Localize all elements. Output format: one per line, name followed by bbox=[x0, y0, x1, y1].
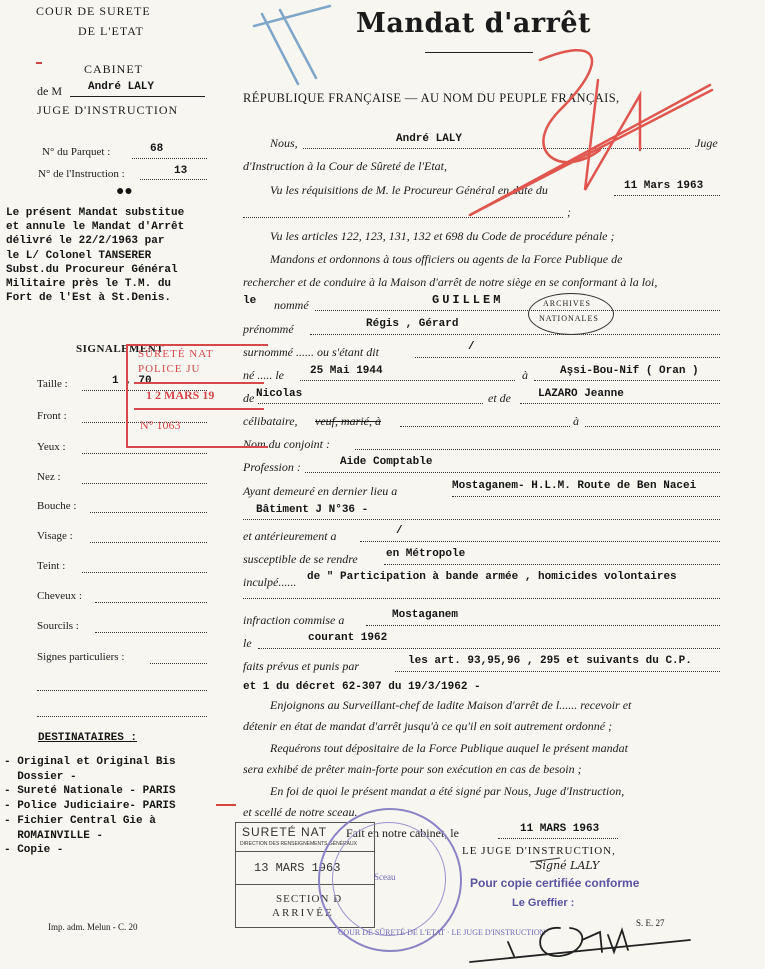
field-teint-label: Teint : bbox=[37, 560, 66, 572]
fait-label: Fait en notre cabinet, le bbox=[346, 826, 459, 840]
seal-center: Sceau bbox=[374, 872, 396, 882]
document-title: Mandat d'arrêt bbox=[356, 8, 591, 39]
imprint: Imp. adm. Melun - C. 20 bbox=[48, 922, 138, 932]
note-line: Fort de l'Est à St.Denis. bbox=[6, 292, 172, 305]
destinataire-item: - Copie - bbox=[4, 844, 64, 857]
le-value: courant 1962 bbox=[308, 632, 388, 644]
articles-text: Vu les articles 122, 123, 131, 132 et 698 du Code de procédure pénale ; bbox=[270, 229, 615, 243]
nous-label: Nous, bbox=[270, 136, 298, 150]
ne-a: à bbox=[522, 368, 528, 382]
signature-scribble bbox=[470, 928, 690, 962]
ne-date: 25 Mai 1944 bbox=[310, 365, 383, 377]
nomme-label: nommé bbox=[274, 298, 309, 312]
fait-date: 11 MARS 1963 bbox=[520, 823, 600, 835]
anterieurement-label: et antérieurement a bbox=[243, 529, 337, 543]
conjoint-label: Nom du conjoint : bbox=[243, 437, 330, 451]
mere-value: LAZARO Jeanne bbox=[538, 388, 624, 400]
note-line: délivré le 22/2/1963 par bbox=[6, 235, 165, 248]
requisitions-end: ; bbox=[567, 205, 571, 219]
requisitions-date: 11 Mars 1963 bbox=[624, 180, 704, 192]
mandons-line1: Mandons et ordonnons à tous officiers ou agents de la Force Publique de bbox=[270, 252, 623, 266]
surete-stamp-sub: DIRECTION DES RENSEIGNEMENTS GÉNÉRAUX bbox=[240, 841, 357, 847]
de-m-label: de M bbox=[37, 84, 62, 98]
red-stamp-date: 1 2 MARS 19 bbox=[146, 388, 215, 402]
red-stamp-line1: SÛRETÉ NAT bbox=[138, 348, 214, 360]
ne-label: né ..... le bbox=[243, 368, 284, 382]
blue-pencil-mark bbox=[254, 6, 330, 84]
juge-instruction-left: JUGE D'INSTRUCTION bbox=[37, 103, 179, 117]
field-nez-label: Nez : bbox=[37, 471, 61, 483]
ne-lieu: Aşsi-Bou-Nif ( Oran ) bbox=[560, 365, 699, 377]
foi-line1: En foi de quoi le présent mandat a été signé par Nous, Juge d'Instruction, bbox=[270, 784, 625, 798]
copie-certifiee-line1: Pour copie certifiée conforme bbox=[470, 876, 640, 890]
surnomme-value: / bbox=[468, 341, 475, 353]
copie-certifiee-line2: Le Greffier : bbox=[512, 897, 575, 909]
requisitions-text: Vu les réquisitions de M. le Procureur Général en date du bbox=[270, 183, 548, 197]
field-front-label: Front : bbox=[37, 410, 67, 422]
demeure-line2: Bâtiment J N°36 - bbox=[256, 504, 369, 516]
field-taille-label: Taille : bbox=[37, 378, 68, 390]
note-line: Subst.du Procureur Général bbox=[6, 263, 178, 276]
court-line2: DE L'ETAT bbox=[78, 24, 144, 38]
form-code: S. E. 27 bbox=[636, 918, 665, 928]
prenomme-label: prénommé bbox=[243, 322, 294, 336]
destinataire-item: - Fichier Central Gie à bbox=[4, 814, 156, 827]
red-stamp-line2: POLICE JU bbox=[138, 363, 201, 375]
field-taille-value: 1 , 70 bbox=[112, 375, 152, 387]
anterieurement-value: / bbox=[396, 525, 403, 537]
signalement-heading: SIGNALEMENT bbox=[76, 343, 165, 355]
destinataire-item: Dossier - bbox=[4, 770, 77, 783]
court-line1: COUR DE SURETE bbox=[36, 4, 151, 18]
republique-heading: RÉPUBLIQUE FRANÇAISE — AU NOM DU PEUPLE FRANÇAIS, bbox=[243, 91, 620, 105]
archives-line2: NATIONALES bbox=[539, 314, 599, 323]
note-line: Militaire près le T.M. du bbox=[6, 278, 172, 291]
judge-name-left: André LALY bbox=[88, 81, 155, 93]
field-visage-label: Visage : bbox=[37, 530, 73, 542]
mandons-line2: rechercher et de conduire à la Maison d'arrêt de notre siège en se conformant à la loi, bbox=[243, 275, 658, 289]
le-label: le bbox=[243, 636, 252, 650]
destinataire-item: ROMAINVILLE - bbox=[4, 829, 104, 842]
destinataire-item: - Sureté Nationale - PARIS bbox=[4, 785, 176, 798]
de-label: de bbox=[243, 391, 255, 405]
celibataire-a: à bbox=[573, 414, 579, 428]
cabinet-label: CABINET bbox=[84, 62, 143, 76]
note-line: Le présent Mandat substitue bbox=[6, 207, 185, 219]
destinataires-heading: DESTINATAIRES : bbox=[38, 732, 138, 744]
faits-value-1: les art. 93,95,96 , 295 et suivants du C.P. bbox=[408, 655, 692, 667]
faits-label: faits prévus et punis par bbox=[243, 659, 359, 673]
destinataire-item: - Original et Original Bis bbox=[4, 756, 176, 768]
surete-stamp-top: SURETÉ NAT bbox=[242, 825, 328, 839]
section-line1: SECTION D bbox=[276, 893, 343, 905]
red-stamp-number: N° 1063 bbox=[140, 418, 181, 432]
inculpe-label: inculpé...... bbox=[243, 575, 297, 589]
red-dot-mark bbox=[36, 62, 42, 64]
nous-value: André LALY bbox=[396, 133, 463, 145]
surete-stamp-date: 13 MARS 1963 bbox=[254, 861, 341, 875]
seal-ring-text: COUR DE SÛRETÉ DE L'ETAT · LE JUGE D'INSTRUCTION bbox=[338, 928, 546, 937]
nomme-prefix: le bbox=[243, 295, 257, 307]
red-crayon-initials bbox=[470, 50, 712, 215]
susceptible-label: susceptible de se rendre bbox=[243, 552, 358, 566]
double-dot-mark: ●● bbox=[116, 184, 133, 200]
prenom-value: Régis , Gérard bbox=[366, 318, 459, 330]
demeure-line1: Mostaganem- H.L.M. Route de Ben Nacei bbox=[452, 480, 697, 492]
enjoignons-line2: détenir en état de mandat d'arrêt jusqu'à ce qu'il en soit autrement ordonné ; bbox=[243, 719, 613, 733]
juge-signature-title: LE JUGE D'INSTRUCTION, bbox=[462, 845, 616, 857]
instruction-value: 13 bbox=[174, 165, 188, 177]
note-line: le L/ Colonel TANSERER bbox=[6, 249, 152, 262]
infraction-value: Mostaganem bbox=[392, 609, 459, 621]
pere-value: Nicolas bbox=[256, 388, 303, 400]
destinataire-item: - Police Judiciaire- PARIS bbox=[4, 800, 176, 813]
field-signes-label: Signes particuliers : bbox=[37, 651, 125, 663]
archives-line1: ARCHIVES bbox=[543, 299, 592, 308]
signed-laly: Signé LALY bbox=[535, 859, 600, 872]
instruction-label: N° de l'Instruction : bbox=[38, 168, 125, 180]
instruction-line: d'Instruction à la Cour de Sûreté de l'Etat, bbox=[243, 159, 447, 173]
celibataire-struck: veuf, marié, à bbox=[315, 414, 381, 428]
juge-suffix: Juge bbox=[695, 136, 718, 150]
et-de-label: et de bbox=[488, 391, 511, 405]
celibataire-label: célibataire, bbox=[243, 414, 298, 428]
enjoignons-line1: Enjoignons au Surveillant-chef de ladite Maison d'arrêt de l...... recevoir et bbox=[270, 698, 632, 712]
nom-value: GUILLEM bbox=[432, 293, 504, 307]
demeure-label: Ayant demeuré en dernier lieu a bbox=[243, 484, 398, 498]
note-line: et annule le Mandat d'Arrêt bbox=[6, 221, 185, 234]
field-bouche-label: Bouche : bbox=[37, 500, 77, 512]
requerons-line1: Requérons tout dépositaire de la Force Publique auquel le présent mandat bbox=[270, 741, 628, 755]
foi-line2: et scellé de notre sceau. bbox=[243, 805, 358, 819]
inculpe-value: de " Participation à bande armée , homicides volontaires bbox=[307, 571, 677, 583]
susceptible-value: en Métropole bbox=[386, 548, 466, 560]
infraction-label: infraction commise a bbox=[243, 613, 345, 627]
surnomme-label: surnommé ...... ou s'étant dit bbox=[243, 345, 379, 359]
profession-label: Profession : bbox=[243, 460, 301, 474]
parquet-value: 68 bbox=[150, 143, 164, 155]
parquet-label: N° du Parquet : bbox=[42, 146, 111, 158]
requerons-line2: sera exhibé de prêter main-forte pour son exécution en cas de besoin ; bbox=[243, 762, 582, 776]
faits-value-2: et 1 du décret 62-307 du 19/3/1962 - bbox=[243, 681, 481, 693]
field-sourcils-label: Sourcils : bbox=[37, 620, 79, 632]
field-yeux-label: Yeux : bbox=[37, 441, 66, 453]
section-line2: ARRIVÉE bbox=[272, 907, 334, 919]
profession-value: Aide Comptable bbox=[340, 456, 433, 468]
field-cheveux-label: Cheveux : bbox=[37, 590, 82, 602]
